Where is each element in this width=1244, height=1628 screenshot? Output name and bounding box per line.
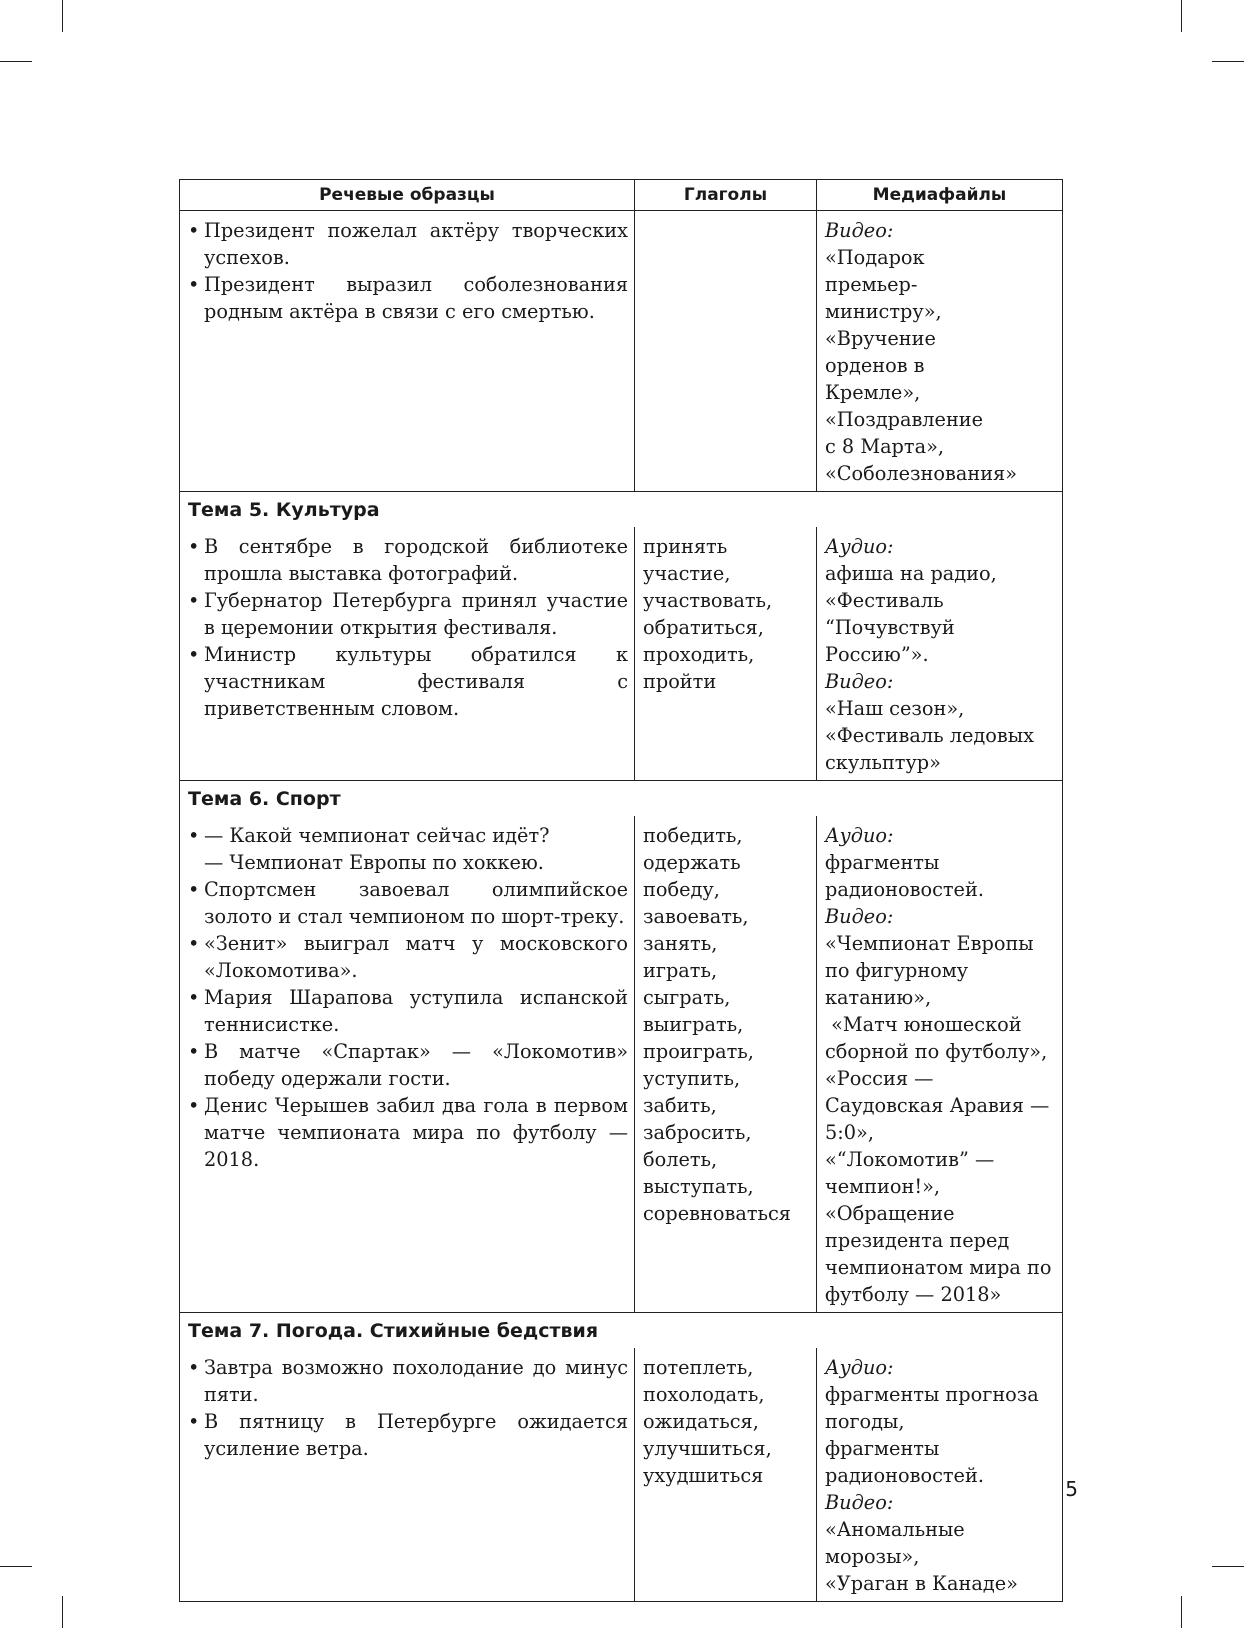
media-label: Видео: xyxy=(825,219,894,242)
crop-mark-top-left-h xyxy=(0,61,32,62)
media-item: «Подарок премьер-министру», xyxy=(825,246,942,323)
crop-mark-bottom-left xyxy=(62,1596,63,1628)
verb-item: проходить, xyxy=(643,643,755,666)
topic-title: Тема 5. Культура xyxy=(180,492,1063,528)
verb-item: забросить, xyxy=(643,1121,752,1144)
topic-header-row-sport xyxy=(180,781,1063,817)
media-item: фрагменты радионовостей. xyxy=(825,1437,984,1487)
verb-item: проиграть, xyxy=(643,1040,754,1063)
example-item: • В пятницу в Петербурге ожидается усиление ветра. xyxy=(188,1408,628,1462)
crop-mark-top-right xyxy=(1181,0,1182,32)
continuation-media xyxy=(817,211,1063,492)
media-item: «Соболезнования» xyxy=(825,462,1018,485)
media-item: «Фестиваль ледовых скульптур» xyxy=(825,724,1034,774)
topic-row-sport xyxy=(180,816,1063,1313)
example-item: • Денис Черышев забил два гола в первом матче чемпионата мира по футболу — 2018. xyxy=(188,1092,628,1173)
verb-item: принять участие, xyxy=(643,535,731,585)
example-item: • Спортсмен завоевал олимпийское золото и стал чемпионом по шорт-треку. xyxy=(188,876,628,930)
verb-item: победить, xyxy=(643,824,743,847)
table-body xyxy=(180,211,1063,1602)
topic-title: Тема 6. Спорт xyxy=(180,781,1063,817)
crop-mark-bottom-right xyxy=(1181,1596,1182,1628)
verb-item: обратиться, xyxy=(643,616,764,639)
topic-examples xyxy=(180,1348,635,1602)
verb-item: забить, xyxy=(643,1094,717,1117)
table-header-row xyxy=(180,180,1063,211)
example-item: • «Зенит» выиграл матч у московского «Локомотива». xyxy=(188,930,628,984)
media-item: фрагменты прогноза погоды, xyxy=(825,1383,1039,1433)
media-item: «Обращение президента перед чемпионатом мира по футболу — 2018» xyxy=(825,1202,1052,1306)
media-label: Аудио: xyxy=(825,824,894,847)
media-item: «Ураган в Канаде» xyxy=(825,1572,1018,1595)
media-item: «Матч юношеской сборной по футболу», xyxy=(825,1013,1048,1063)
verb-item: похолодать, xyxy=(643,1383,765,1406)
topic-header-row-culture xyxy=(180,492,1063,528)
media-item: «Россия — Саудовская Аравия — 5:0», xyxy=(825,1067,1050,1144)
topic-examples xyxy=(180,816,635,1313)
topic-title: Тема 7. Погода. Стихийные бедствия xyxy=(180,1313,1063,1349)
media-label: Аудио: xyxy=(825,1356,894,1379)
verb-item: ухудшиться xyxy=(643,1464,764,1487)
topic-row-weather xyxy=(180,1348,1063,1602)
verb-item: пройти xyxy=(643,670,717,693)
example-item: • Президент пожелал актёру творческих успехов. xyxy=(188,217,628,271)
media-item: «Чемпионат Европы по фигурному катанию», xyxy=(825,932,1034,1009)
media-item: «Наш сезон», xyxy=(825,697,965,720)
continuation-row xyxy=(180,211,1063,492)
example-item: • Губернатор Петербурга принял участие в церемонии открытия фестиваля. xyxy=(188,587,628,641)
page-number: 5 xyxy=(1065,1477,1078,1501)
example-item: • Министр культуры обратился к участникам фестиваля с приветственным словом. xyxy=(188,641,628,722)
media-item: «Аномальные морозы», xyxy=(825,1518,965,1568)
example-item: • В матче «Спартак» — «Локомотив» победу одержали гости. xyxy=(188,1038,628,1092)
verb-item: уступить, xyxy=(643,1067,741,1090)
example-item: • — Какой чемпионат сейчас идёт? — Чемпионат Европы по хоккею. xyxy=(188,822,628,876)
topics-table xyxy=(179,179,1063,1602)
topic-verbs xyxy=(635,527,817,781)
verb-item: сыграть, xyxy=(643,986,731,1009)
topic-media xyxy=(817,1348,1063,1602)
media-label: Аудио: xyxy=(825,535,894,558)
verb-item: соревноваться xyxy=(643,1202,791,1225)
verb-item: улучшиться, xyxy=(643,1437,772,1460)
media-item: фрагменты радионовостей. xyxy=(825,851,984,901)
media-item: «“Локомотив” — чемпион!», xyxy=(825,1148,995,1198)
media-item: афиша на радио, xyxy=(825,562,997,585)
media-item: «Фестиваль “Почувствуй Россию”». xyxy=(825,589,955,666)
verb-item: одержать победу, xyxy=(643,851,741,901)
topic-examples xyxy=(180,527,635,781)
verb-item: ожидаться, xyxy=(643,1410,759,1433)
verb-item: выиграть, xyxy=(643,1013,744,1036)
header-examples: Речевые образцы xyxy=(180,180,635,211)
verb-item: играть, xyxy=(643,959,718,982)
crop-mark-top-right-h xyxy=(1212,61,1244,62)
crop-mark-bottom-left-h xyxy=(0,1566,32,1567)
header-media: Медиафайлы xyxy=(817,180,1063,211)
header-verbs: Глаголы xyxy=(635,180,817,211)
verb-item: занять, xyxy=(643,932,718,955)
topic-media xyxy=(817,816,1063,1313)
topic-row-culture xyxy=(180,527,1063,781)
media-label: Видео: xyxy=(825,905,894,928)
media-item: «Вручение орденов в Кремле», xyxy=(825,327,936,404)
crop-mark-top-left xyxy=(62,0,63,32)
topic-media xyxy=(817,527,1063,781)
example-item: • Президент выразил соболезнования родным актёра в связи с его смертью. xyxy=(188,271,628,325)
verb-item: участвовать, xyxy=(643,589,773,612)
topic-verbs xyxy=(635,1348,817,1602)
example-item: • Мария Шарапова уступила испанской теннисистке. xyxy=(188,984,628,1038)
verb-item: завоевать, xyxy=(643,905,749,928)
media-item: «Поздравление с 8 Марта», xyxy=(825,408,984,458)
crop-mark-bottom-right-h xyxy=(1212,1566,1244,1567)
continuation-verbs xyxy=(635,211,817,492)
example-item: • В сентябре в городской библиотеке прошла выставка фотографий. xyxy=(188,533,628,587)
example-item: • Завтра возможно похолодание до минус пяти. xyxy=(188,1354,628,1408)
verb-item: болеть, xyxy=(643,1148,718,1171)
topic-verbs xyxy=(635,816,817,1313)
media-label: Видео: xyxy=(825,670,894,693)
topic-header-row-weather xyxy=(180,1313,1063,1349)
verb-item: потеплеть, xyxy=(643,1356,754,1379)
media-label: Видео: xyxy=(825,1491,894,1514)
continuation-examples xyxy=(180,211,635,492)
verb-item: выступать, xyxy=(643,1175,754,1198)
